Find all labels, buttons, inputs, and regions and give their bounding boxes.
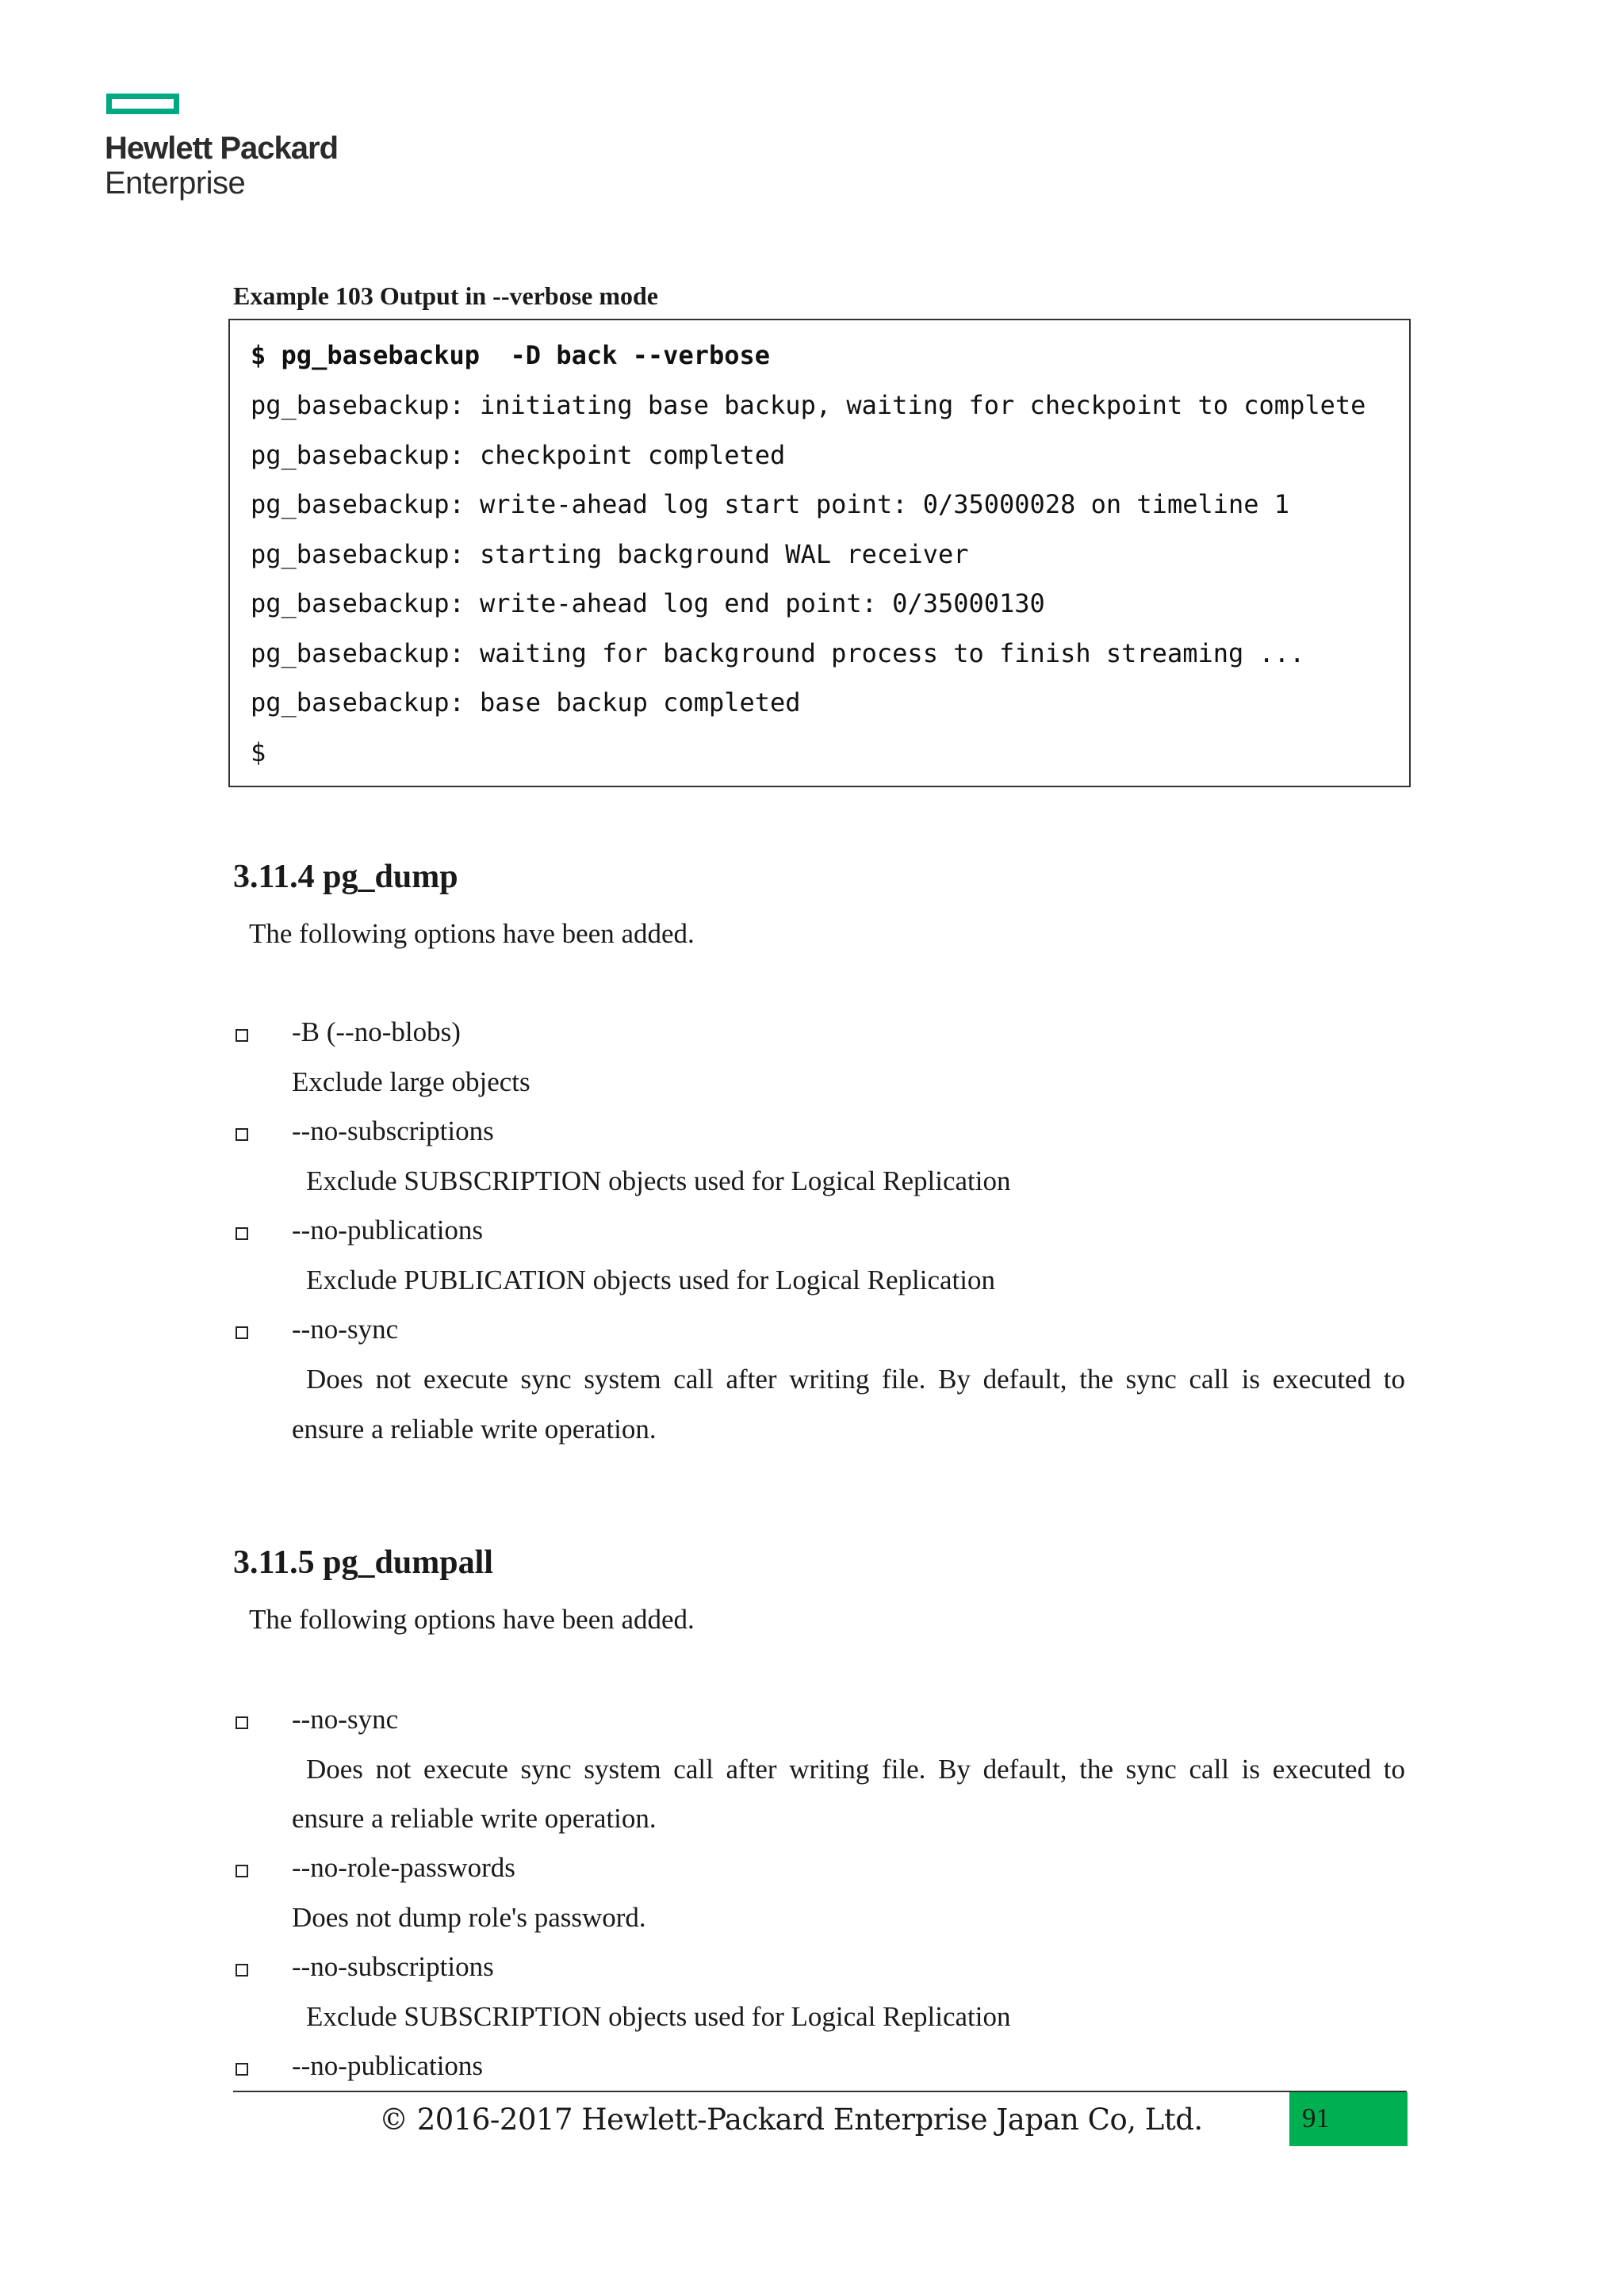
code-line: pg_basebackup: initiating base backup, waiting for checkpoint to complete <box>251 390 1366 420</box>
code-block <box>228 319 1411 787</box>
code-line: pg_basebackup: checkpoint completed <box>251 440 786 470</box>
logo-line-2: Enterprise <box>105 166 246 201</box>
logo-line-1: Hewlett Packard <box>105 131 339 166</box>
section-heading: 3.11.5 pg_dumpall <box>233 1544 493 1581</box>
option-description: Exclude large objects <box>292 1066 530 1097</box>
page-number-box <box>1289 2092 1408 2146</box>
code-line: pg_basebackup: starting background WAL receiver <box>251 539 969 569</box>
option-description: Does not execute sync system call after writing file. By default, the sync call is executed to <box>306 1754 1405 1785</box>
option-description: Exclude SUBSCRIPTION objects used for Logical Replication <box>306 2001 1011 2032</box>
option-name: --no-sync <box>292 1704 399 1735</box>
footer-divider <box>233 2091 1407 2092</box>
checkbox-bullet-icon <box>236 1964 248 1976</box>
example-caption: Example 103 Output in --verbose mode <box>233 281 658 310</box>
logo-mark-icon <box>106 94 179 114</box>
option-name: -B (--no-blobs) <box>292 1016 461 1047</box>
section-heading: 3.11.4 pg_dump <box>233 859 458 895</box>
checkbox-bullet-icon <box>236 1128 248 1141</box>
checkbox-bullet-icon <box>236 1326 248 1339</box>
checkbox-bullet-icon <box>236 1865 248 1877</box>
option-description: Exclude SUBSCRIPTION objects used for Logical Replication <box>306 1165 1011 1196</box>
checkbox-bullet-icon <box>236 1716 248 1729</box>
option-name: --no-subscriptions <box>292 1951 494 1982</box>
section-intro: The following options have been added. <box>249 918 695 949</box>
option-name: --no-publications <box>292 2050 484 2081</box>
option-name: --no-subscriptions <box>292 1115 494 1146</box>
option-description-cont: ensure a reliable write operation. <box>292 1803 657 1834</box>
code-line: pg_basebackup: write-ahead log end point: 0/35000130 <box>251 588 1045 618</box>
option-description: Does not dump role's password. <box>292 1902 646 1933</box>
option-name: --no-role-passwords <box>292 1852 515 1883</box>
page-number: 91 <box>1302 2103 1330 2133</box>
option-description: Does not execute sync system call after writing file. By default, the sync call is executed to <box>306 1364 1405 1395</box>
option-name: --no-publications <box>292 1215 484 1246</box>
checkbox-bullet-icon <box>236 2063 248 2076</box>
option-description-cont: ensure a reliable write operation. <box>292 1414 657 1445</box>
checkbox-bullet-icon <box>236 1029 248 1042</box>
footer-copyright: © 2016-2017 Hewlett-Packard Enterprise Japan Co, Ltd. <box>379 2103 1203 2137</box>
option-name: --no-sync <box>292 1314 399 1345</box>
code-line: pg_basebackup: write-ahead log start point: 0/35000028 on timeline 1 <box>251 489 1290 519</box>
code-line: $ <box>251 737 266 767</box>
section-intro: The following options have been added. <box>249 1604 695 1635</box>
code-line: pg_basebackup: waiting for background process to finish streaming ... <box>251 638 1305 668</box>
checkbox-bullet-icon <box>236 1227 248 1240</box>
option-description: Exclude PUBLICATION objects used for Logical Replication <box>306 1265 995 1295</box>
code-line: $ pg_basebackup -D back --verbose <box>251 340 771 370</box>
code-line: pg_basebackup: base backup completed <box>251 687 801 718</box>
